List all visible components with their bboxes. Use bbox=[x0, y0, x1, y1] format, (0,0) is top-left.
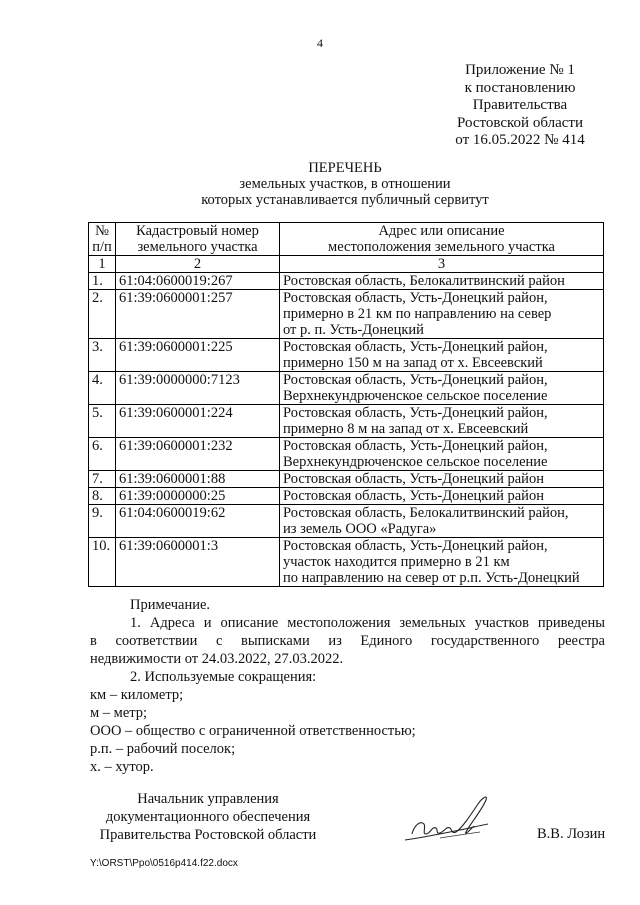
land-plots-table bbox=[88, 222, 604, 587]
handwritten-signature bbox=[400, 790, 510, 850]
plot-address bbox=[280, 405, 604, 438]
cadastral-number: 61:39:0000000:25 bbox=[116, 488, 280, 505]
abbreviation: м – метр; bbox=[90, 705, 148, 721]
cadastral-number: 61:39:0000000:7123 bbox=[116, 372, 280, 405]
header-num: № п/п bbox=[89, 223, 116, 256]
address-line: Ростовская область, Белокалитвинский район, bbox=[283, 505, 569, 521]
cadastral-number: 61:04:0600019:267 bbox=[116, 273, 280, 290]
signatory-name: В.В. Лозин bbox=[537, 826, 606, 842]
plot-address bbox=[280, 538, 604, 587]
table-row bbox=[89, 273, 604, 290]
footer-file-path: Y:\ORST\Ppo\0516p414.f22.docx bbox=[90, 858, 238, 869]
row-number: 1. bbox=[89, 273, 116, 290]
address-line: Ростовская область, Усть-Донецкий район, bbox=[283, 372, 548, 388]
address-line: примерно 150 м на запад от х. Евсеевский bbox=[283, 355, 543, 371]
address-line: примерно в 21 км по направлению на север bbox=[283, 306, 552, 322]
signatory-position: Начальник управления документационного обеспечения Правительства Ростовской области bbox=[99, 791, 317, 843]
table-row bbox=[89, 290, 604, 339]
address-line: Верхнекундрюченское сельское поселение bbox=[283, 454, 548, 470]
address-line: Ростовская область, Усть-Донецкий район bbox=[283, 488, 544, 504]
cadastral-number: 61:39:0600001:88 bbox=[116, 471, 280, 488]
row-number: 4. bbox=[89, 372, 116, 405]
cadastral-number: 61:39:0600001:257 bbox=[116, 290, 280, 339]
cadastral-number: 61:04:0600019:62 bbox=[116, 505, 280, 538]
address-line: Ростовская область, Усть-Донецкий район, bbox=[283, 405, 548, 421]
annex-line: от 16.05.2022 № 414 bbox=[455, 132, 585, 148]
plot-address bbox=[280, 273, 604, 290]
annex-line: к постановлению bbox=[464, 79, 576, 96]
table-row bbox=[89, 471, 604, 488]
abbreviation: ООО – общество с ограниченной ответственностью; bbox=[90, 723, 416, 739]
plot-address bbox=[280, 488, 604, 505]
header-address: Адрес или описание местоположения земельного участка bbox=[280, 223, 604, 256]
document-title bbox=[0, 160, 640, 208]
cadastral-number: 61:39:0600001:3 bbox=[116, 538, 280, 587]
notes-section bbox=[90, 596, 605, 776]
address-line: Ростовская область, Усть-Донецкий район, bbox=[283, 438, 548, 454]
table-row bbox=[89, 405, 604, 438]
table-header-row bbox=[89, 223, 604, 256]
note-item-1-cont: недвижимости от 24.03.2022, 27.03.2022. bbox=[90, 651, 344, 667]
notes-heading: Примечание. bbox=[130, 597, 211, 613]
cadastral-number: 61:39:0600001:225 bbox=[116, 339, 280, 372]
address-line: по направлению на север от р.п. Усть-Донецкий bbox=[283, 570, 580, 586]
row-number: 10. bbox=[89, 538, 116, 587]
address-line: от р. п. Усть-Донецкий bbox=[283, 322, 424, 338]
row-number: 2. bbox=[89, 290, 116, 339]
title-heading: ПЕРЕЧЕНЬ bbox=[308, 160, 382, 176]
address-line: Верхнекундрюченское сельское поселение bbox=[283, 388, 548, 404]
table-row bbox=[89, 538, 604, 587]
annex-line: Правительства bbox=[472, 97, 568, 113]
table-row bbox=[89, 372, 604, 405]
row-number: 5. bbox=[89, 405, 116, 438]
address-line: Ростовская область, Усть-Донецкий район, bbox=[283, 290, 548, 306]
plot-address bbox=[280, 438, 604, 471]
abbreviation: р.п. – рабочий поселок; bbox=[90, 741, 236, 757]
title-line: земельных участков, в отношении bbox=[239, 176, 451, 192]
cadastral-number: 61:39:0600001:224 bbox=[116, 405, 280, 438]
address-line: Ростовская область, Усть-Донецкий район bbox=[283, 471, 544, 487]
row-number: 6. bbox=[89, 438, 116, 471]
header-cadastral: Кадастровый номер земельного участка bbox=[116, 223, 280, 256]
table-row bbox=[89, 438, 604, 471]
plot-address bbox=[280, 471, 604, 488]
annex-block bbox=[440, 62, 600, 150]
abbreviation: х. – хутор. bbox=[90, 759, 154, 775]
address-line: участок находится примерно в 21 км bbox=[283, 554, 510, 570]
table-row bbox=[89, 505, 604, 538]
annex-line: Ростовской области bbox=[457, 114, 583, 131]
row-number: 9. bbox=[89, 505, 116, 538]
table-row bbox=[89, 488, 604, 505]
row-number: 8. bbox=[89, 488, 116, 505]
title-line: которых устанавливается публичный сервитут bbox=[201, 192, 489, 208]
plot-address bbox=[280, 505, 604, 538]
abbreviation: км – километр; bbox=[90, 687, 184, 703]
plot-address bbox=[280, 290, 604, 339]
table-row bbox=[89, 339, 604, 372]
row-number: 7. bbox=[89, 471, 116, 488]
annex-line: Приложение № 1 bbox=[465, 62, 575, 78]
address-line: примерно 8 м на запад от х. Евсеевский bbox=[283, 421, 529, 437]
address-line: Ростовская область, Белокалитвинский район bbox=[283, 273, 565, 289]
column-index-row: 1 2 3 bbox=[89, 256, 604, 273]
address-line: Ростовская область, Усть-Донецкий район, bbox=[283, 538, 548, 554]
note-item-1-cont: в соответствии с выписками из Единого государственного реестра bbox=[90, 633, 605, 649]
plot-address bbox=[280, 339, 604, 372]
page-number: 4 bbox=[317, 36, 323, 50]
note-item-2: 2. Используемые сокращения: bbox=[130, 669, 317, 685]
plot-address bbox=[280, 372, 604, 405]
address-line: Ростовская область, Усть-Донецкий район, bbox=[283, 339, 548, 355]
cadastral-number: 61:39:0600001:232 bbox=[116, 438, 280, 471]
address-line: из земель ООО «Радуга» bbox=[283, 521, 437, 537]
row-number: 3. bbox=[89, 339, 116, 372]
note-item-1: 1. Адреса и описание местоположения земельных участков приведены bbox=[130, 615, 605, 631]
